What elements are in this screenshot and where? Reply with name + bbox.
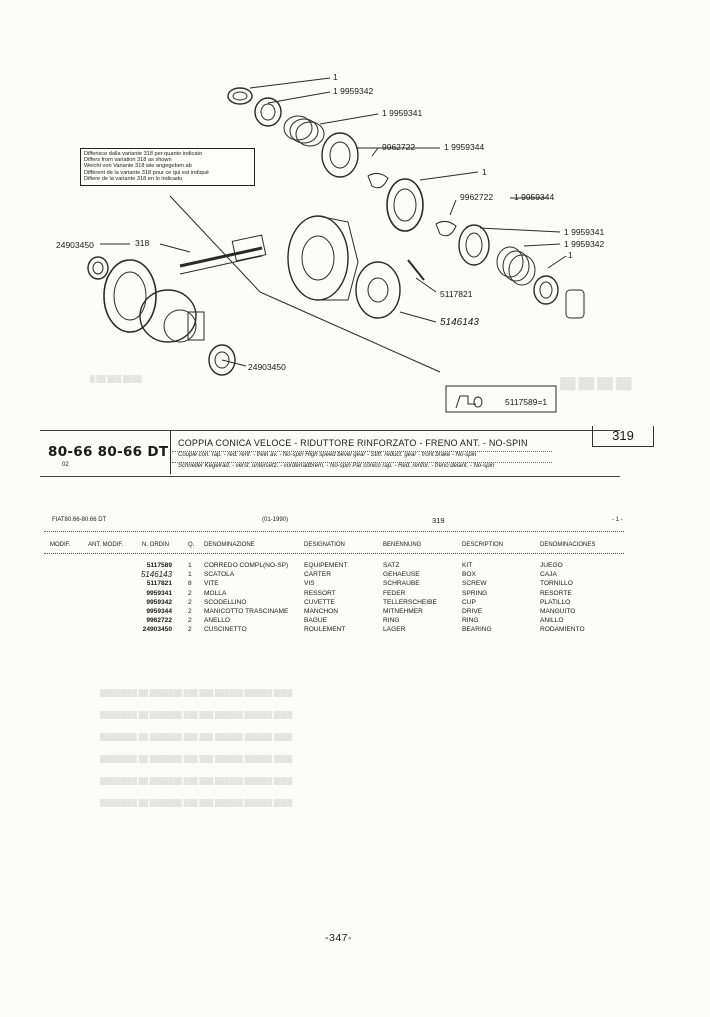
callout-label: 5117589=1 — [505, 397, 548, 407]
quantity: 2 — [188, 607, 192, 615]
model-reference: FIAT80.66-80.66 DT — [52, 517, 107, 523]
title-translation: Couple con. rap. - red. renf. - frein av. - No-spin High speed bevel gear - Stiff. reduct. gear - front brake - No-spin — [178, 452, 477, 458]
name-de: FEDER — [383, 589, 406, 597]
name-it: ANELLO — [204, 617, 231, 625]
title-band — [40, 428, 634, 482]
col-header: DESIGNATION — [304, 542, 345, 548]
model-sub: 02 — [62, 462, 69, 468]
order-number: 24903450 — [142, 626, 172, 634]
name-de: MITNEHMER — [383, 607, 423, 615]
note-line: Weicht von Variante 318 wie angegeben ab — [84, 163, 192, 170]
name-es: CAJA — [540, 571, 557, 579]
callout-label: 1 9959342 — [564, 239, 605, 249]
callout-label: 24903450 — [248, 362, 286, 372]
order-number: 5117821 — [146, 580, 172, 588]
note-line: Différent de la variante 318 pour ce qui est indiqué — [84, 169, 209, 176]
divider — [172, 451, 552, 452]
callout-label: 1 9959341 — [382, 108, 423, 118]
name-de: SCHRAUBE — [383, 580, 420, 588]
callout-label: 5146143 — [440, 317, 479, 328]
col-header: DENOMINAZIONE — [204, 542, 255, 548]
quantity: 2 — [188, 589, 192, 597]
name-fr: BAGUE — [304, 617, 328, 625]
name-it: CORREDO COMPL(NO-SP) — [204, 562, 289, 569]
callout-label: 9962722 — [382, 142, 416, 152]
name-en: KIT — [462, 562, 473, 569]
callout-label: 24903450 — [56, 240, 94, 250]
name-it: CUSCINETTO — [204, 626, 247, 634]
name-es: RODAMIENTO — [540, 626, 585, 634]
name-de: GEHAEUSE — [383, 571, 420, 579]
name-de: RING — [383, 617, 400, 625]
name-es: TORNILLO — [540, 580, 573, 588]
name-en: BEARING — [462, 626, 492, 634]
exploded-view-diagram — [0, 0, 710, 420]
divider — [44, 531, 624, 532]
model-name: 80-66 80-66 DT — [48, 444, 169, 460]
order-number: 9962722 — [146, 617, 172, 625]
callout-label: 1 9959344 — [514, 192, 555, 202]
col-header: Q. — [188, 542, 195, 548]
quantity: 1 — [188, 571, 192, 579]
name-en: SPRING — [462, 589, 488, 597]
callout-label: 1 9959344 — [444, 142, 485, 152]
name-es: MANGUITO — [540, 607, 576, 615]
callout-label: 9962722 — [460, 192, 494, 202]
table-row — [44, 590, 644, 599]
note-line: Differisce dalla variante 318 per quanto indicato — [84, 151, 203, 157]
variant-note — [80, 148, 255, 186]
name-en: SCREW — [462, 580, 487, 588]
title-translation: Schneller Kegelrad. - verst. untersetz. - vorderradbrem. - No-spin Par cónico rap. - Red. renfor. - freno delant. - No-spin — [178, 463, 495, 469]
callout-label: 1 — [568, 250, 573, 260]
sheet-number: - 1 - — [612, 517, 623, 523]
callout-label: 5117821 — [440, 289, 473, 299]
quantity: 2 — [188, 617, 192, 625]
name-de: SATZ — [383, 562, 400, 569]
bleed-through-text: ████████ ██ ███████ ███ ███ ██████ ██████ ████ — [100, 756, 293, 763]
quantity: 1 — [188, 562, 192, 569]
quantity: 2 — [188, 598, 192, 606]
table-row — [44, 599, 644, 608]
page-number: -347- — [325, 932, 353, 944]
name-fr: ROULEMENT — [304, 626, 346, 634]
table-row — [44, 571, 644, 580]
order-number: 5146143 — [140, 570, 172, 580]
name-it: SCATOLA — [204, 571, 235, 579]
model-box — [40, 430, 171, 474]
name-it: MOLLA — [204, 589, 227, 597]
col-header: BENENNUNG — [383, 542, 422, 548]
bleed-through-text: ████████ ██ ███████ ███ ███ ██████ ██████ ████ — [100, 690, 293, 697]
name-es: ANILLO — [540, 617, 564, 625]
name-en: DRIVE — [462, 607, 483, 615]
name-fr: EQUIPEMENT — [304, 562, 348, 569]
col-header: MODIF. — [50, 542, 71, 548]
divider — [44, 553, 624, 554]
name-fr: CARTER — [304, 571, 331, 579]
name-es: JUEGO — [540, 562, 563, 569]
order-number: 9959342 — [146, 598, 172, 606]
callout-label: 1 — [482, 167, 487, 177]
bleed-through-text: ████████ ██ ███████ ███ ███ ██████ ██████ ████ — [100, 778, 293, 785]
table-row — [44, 580, 644, 589]
name-it: SCODELLINO — [204, 598, 247, 606]
name-en: BOX — [462, 571, 476, 579]
bleed-through-text: ██ ██ ██ ██ — [560, 378, 632, 390]
note-line: Difiere de la variante 318 en lo indicado — [84, 175, 183, 182]
callout-label: 318 — [135, 238, 150, 248]
name-fr: RESSORT — [304, 589, 336, 597]
order-number: 5117589 — [146, 562, 172, 569]
callout-label: 1 9959341 — [564, 227, 605, 237]
name-de: TELLERSCHEIBE — [383, 598, 437, 606]
name-fr: CUVETTE — [304, 598, 335, 606]
name-es: PLATILLO — [540, 598, 571, 606]
name-de: LAGER — [383, 626, 406, 634]
name-fr: VIS — [304, 580, 315, 588]
parts-table — [44, 562, 644, 636]
table-title: COPPIA CONICA VELOCE - RIDUTTORE RINFORZATO - FRENO ANT. - NO-SPIN — [178, 438, 528, 448]
col-header: N. ORDIN — [142, 542, 169, 548]
name-en: CUP — [462, 598, 476, 606]
col-header: DENOMINACIONES — [540, 542, 596, 548]
divider — [172, 462, 552, 463]
name-en: RING — [462, 617, 479, 625]
table-row — [44, 626, 644, 635]
name-fr: MANCHON — [304, 607, 339, 615]
table-ref: 319 — [432, 516, 445, 525]
bleed-through-text: ████████ ██ ███████ ███ ███ ██████ ██████ ████ — [100, 800, 293, 807]
table-number: 319 — [592, 426, 654, 447]
bleed-through-text: █ ██ ███ ████ — [90, 376, 142, 383]
bleed-through-text: ████████ ██ ███████ ███ ███ ██████ ██████ ████ — [100, 712, 293, 719]
col-header: DESCRIPTION — [462, 542, 504, 548]
name-it: VITE — [204, 580, 219, 588]
table-row — [44, 608, 644, 617]
name-es: RESORTE — [540, 589, 572, 597]
order-number: 9959344 — [146, 607, 172, 615]
note-line: Differs from variation 318 as shown — [84, 157, 172, 164]
order-number: 9959341 — [146, 589, 172, 597]
callout-label: 1 — [333, 72, 338, 82]
quantity: 2 — [188, 626, 192, 634]
name-it: MANICOTTO TRASCINAME — [204, 607, 289, 615]
callout-label: 1 9959342 — [333, 86, 374, 96]
bleed-through-text: ████████ ██ ███████ ███ ███ ██████ ██████ ████ — [100, 734, 293, 741]
issue-date: (01-1990) — [262, 517, 289, 523]
quantity: 8 — [188, 580, 192, 588]
col-header: ANT. MODIF. — [88, 542, 124, 548]
divider — [40, 476, 620, 477]
table-row — [44, 617, 644, 626]
